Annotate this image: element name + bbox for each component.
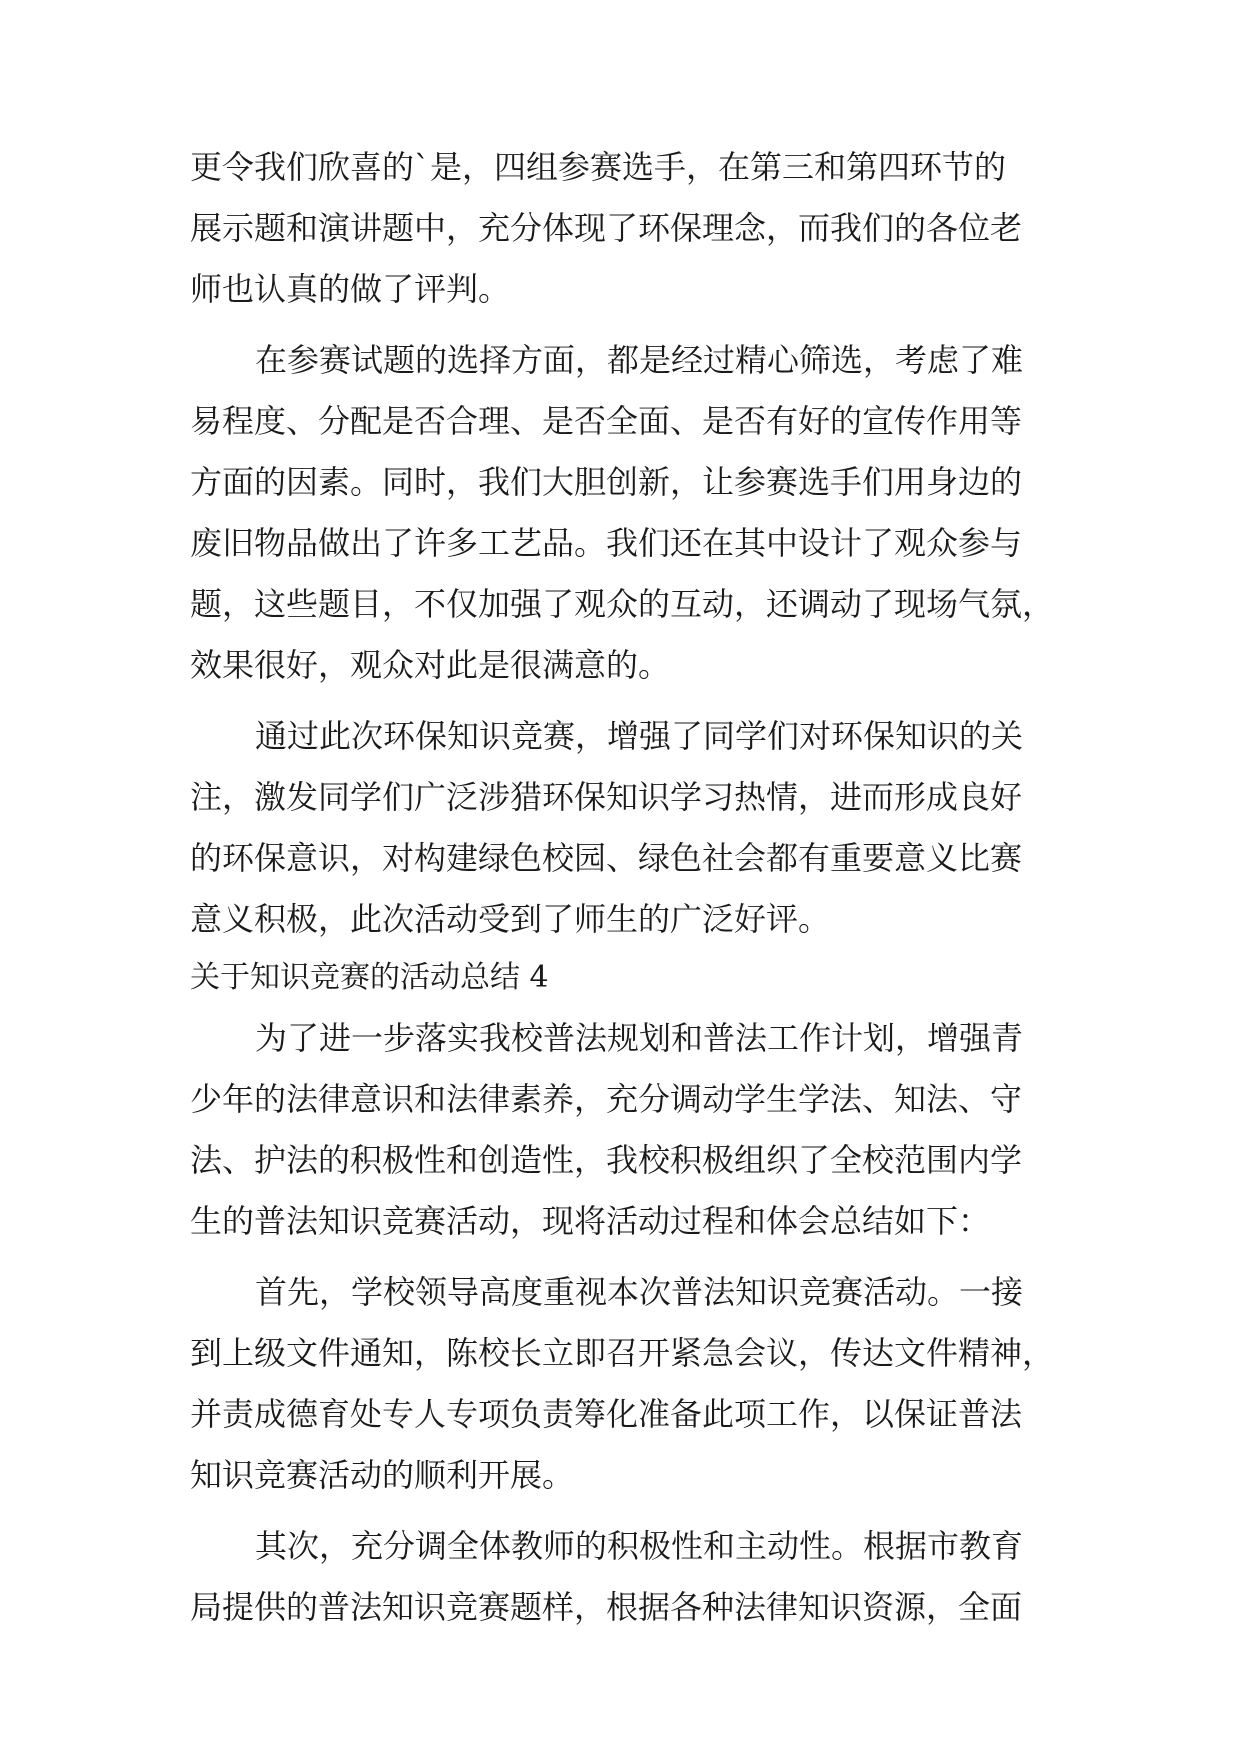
paragraph-line: 局提供的普法知识竞赛题样，根据各种法律知识资源，全面 (190, 1588, 1023, 1626)
paragraph-line: 意义积极，此次活动受到了师生的广泛好评。 (190, 900, 831, 938)
paragraph-line: 为了进一步落实我校普法规划和普法工作计划，增强青 (255, 1019, 1024, 1057)
paragraph-line: 注，激发同学们广泛涉猎环保知识学习热情，进而形成良好 (190, 778, 1023, 816)
paragraph-line: 师也认真的做了评判。 (190, 270, 511, 308)
paragraph-line: 废旧物品做出了许多工艺品。我们还在其中设计了观众参与 (190, 524, 1023, 562)
paragraph-line: 在参赛试题的选择方面，都是经过精心筛选，考虑了难 (255, 341, 1024, 379)
paragraph-line: 效果很好，观众对此是很满意的。 (190, 646, 671, 684)
paragraph-line: 方面的因素。同时，我们大胆创新，让参赛选手们用身边的 (190, 463, 1023, 501)
paragraph-line: 更令我们欣喜的`是，四组参赛选手，在第三和第四环节的 (190, 148, 1007, 186)
paragraph-line: 少年的法律意识和法律素养，充分调动学生学法、知法、守 (190, 1080, 1023, 1118)
paragraph-line: 到上级文件通知，陈校长立即召开紧急会议，传达文件精神， (190, 1334, 1055, 1372)
section-heading: 关于知识竞赛的活动总结 4 (190, 960, 549, 995)
paragraph-line: 生的普法知识竞赛活动，现将活动过程和体会总结如下： (190, 1202, 991, 1240)
paragraph-line: 知识竞赛活动的顺利开展。 (190, 1456, 575, 1494)
paragraph-line: 通过此次环保知识竞赛，增强了同学们对环保知识的关 (255, 717, 1024, 755)
paragraph-line: 并责成德育处专人专项负责筹化准备此项工作，以保证普法 (190, 1395, 1023, 1433)
paragraph-line: 易程度、分配是否合理、是否全面、是否有好的宣传作用等 (190, 402, 1023, 440)
paragraph-line: 首先，学校领导高度重视本次普法知识竞赛活动。一接 (255, 1273, 1024, 1311)
paragraph-line: 其次，充分调全体教师的积极性和主动性。根据市教育 (255, 1527, 1024, 1565)
paragraph-line: 法、护法的积极性和创造性，我校积极组织了全校范围内学 (190, 1141, 1023, 1179)
paragraph-line: 的环保意识，对构建绿色校园、绿色社会都有重要意义比赛 (190, 839, 1023, 877)
paragraph-line: 题，这些题目，不仅加强了观众的互动，还调动了现场气氛， (190, 585, 1055, 623)
paragraph-line: 展示题和演讲题中，充分体现了环保理念，而我们的各位老 (190, 209, 1023, 247)
